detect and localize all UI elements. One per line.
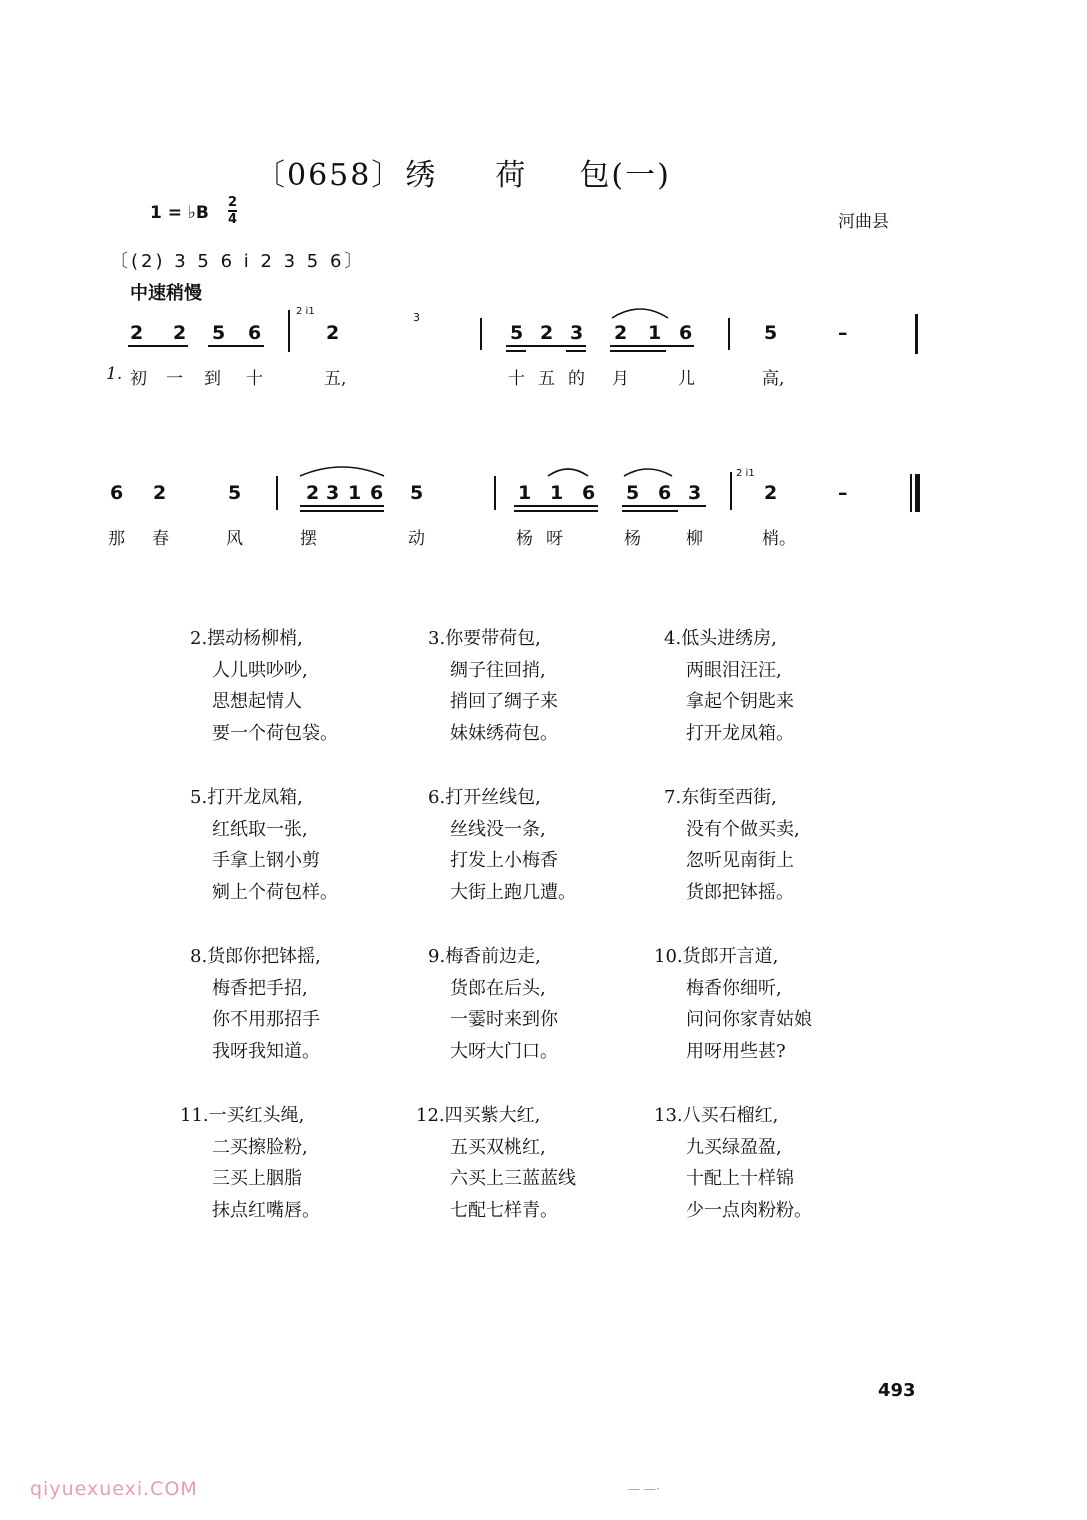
note: 6 (658, 482, 672, 504)
lyric: 杨 (624, 529, 641, 549)
note: – (838, 322, 848, 344)
title-char-3: 包(一) (579, 158, 671, 193)
verse-8: 8.货郎你把钵摇, 梅香把手招, 你不用那招手 我呀我知道。 (190, 946, 321, 1062)
verse-13: 13.八买石榴红, 九买绿盈盈, 十配上十样锦 少一点肉粉粉。 (654, 1105, 812, 1221)
note: 2 (153, 482, 167, 504)
key-signature: 1 = ♭B (150, 203, 209, 223)
title-char-1: 绣 (405, 158, 438, 193)
note: 6 (582, 482, 596, 504)
grace-note: 2 i1 (736, 468, 755, 479)
note: 6 (110, 482, 124, 504)
lyric: 动 (408, 529, 425, 549)
note: 2 (326, 322, 340, 344)
lyric: 风 (226, 529, 243, 549)
footer-mark: — —· (628, 1482, 660, 1496)
lyric: 到 (204, 369, 221, 389)
title-char-2: 荷 (495, 158, 528, 193)
lyric: 梢。 (762, 529, 796, 549)
note: 3 (688, 482, 702, 504)
note: 6 (248, 322, 262, 344)
note: 5 (228, 482, 242, 504)
note: 3 (570, 322, 584, 344)
note: 5 (212, 322, 226, 344)
tempo-marking: 中速稍慢 (130, 283, 202, 304)
note: 2 (130, 322, 144, 344)
page-number: 493 (878, 1380, 916, 1401)
note: 2 (614, 322, 628, 344)
lyric: 儿 (678, 369, 695, 389)
lyric: 杨 (516, 529, 533, 549)
note: 5 (626, 482, 640, 504)
region-label: 河曲县 (838, 212, 889, 232)
lyric: 1. (106, 364, 123, 384)
lyric: 高, (762, 369, 785, 389)
verse-2: 2.摆动杨柳梢, 人儿哄吵吵, 思想起情人 要一个荷包袋。 (190, 628, 338, 744)
verse-6: 6.打开丝线包, 丝线没一条, 打发上小梅香 大街上跑几遭。 (428, 787, 576, 903)
lyric: 五 (538, 369, 555, 389)
lyric: 呀 (546, 529, 563, 549)
time-signature: $\frac{2}{4}$ (228, 195, 238, 227)
lyric: 春 (152, 529, 169, 549)
note: 2 (764, 482, 778, 504)
lyric: 十 (508, 369, 525, 389)
note: 5 (410, 482, 424, 504)
note: – (838, 482, 848, 504)
lyric: 一 (166, 369, 183, 389)
watermark: qiyuexuexi.COM (30, 1478, 198, 1500)
verse-10: 10.货郎开言道, 梅香你细听, 问问你家青姑娘 用呀用些甚? (654, 946, 812, 1062)
note: 6 (370, 482, 384, 504)
note: 2 (540, 322, 554, 344)
verse-11: 11.一买红头绳, 二买擦脸粉, 三买上胭脂 抹点红嘴唇。 (180, 1105, 320, 1221)
lyric: 柳 (686, 529, 703, 549)
lyric: 初 (130, 369, 147, 389)
note: 2 (173, 322, 187, 344)
lyric: 五, (324, 369, 347, 389)
lyric: 那 (108, 529, 125, 549)
verse-12: 12.四买紫大红, 五买双桃红, 六买上三蓝蓝线 七配七样青。 (416, 1105, 576, 1221)
note: 2 (306, 482, 320, 504)
grace-note: 2 i1 (296, 306, 315, 317)
note: 1 (648, 322, 662, 344)
slur-marks (0, 0, 1087, 600)
intro-phrase: 〔(2) 3 5 6 i 2 3 5 6〕 (110, 251, 366, 272)
verse-5: 5.打开龙凤箱, 红纸取一张, 手拿上钢小剪 剜上个荷包样。 (190, 787, 338, 903)
song-number: 〔0658〕 (255, 158, 404, 193)
lyric: 月 (612, 369, 629, 389)
grace-note: 3 (413, 311, 420, 324)
note: 1 (550, 482, 564, 504)
lyric: 十 (246, 369, 263, 389)
lyric: 摆 (300, 529, 317, 549)
note: 5 (764, 322, 778, 344)
verse-4: 4.低头进绣房, 两眼泪汪汪, 拿起个钥匙来 打开龙凤箱。 (664, 628, 794, 744)
note: 3 (326, 482, 340, 504)
verse-7: 7.东街至西街, 没有个做买卖, 忽听见南街上 货郎把钵摇。 (664, 787, 800, 903)
verse-3: 3.你要带荷包, 绸子往回捎, 捎回了绸子来 妹妹绣荷包。 (428, 628, 558, 744)
note: 5 (510, 322, 524, 344)
note: 6 (679, 322, 693, 344)
note: 1 (518, 482, 532, 504)
verse-9: 9.梅香前边走, 货郎在后头, 一霎时来到你 大呀大门口。 (428, 946, 558, 1062)
lyric: 的 (568, 369, 585, 389)
note: 1 (348, 482, 362, 504)
